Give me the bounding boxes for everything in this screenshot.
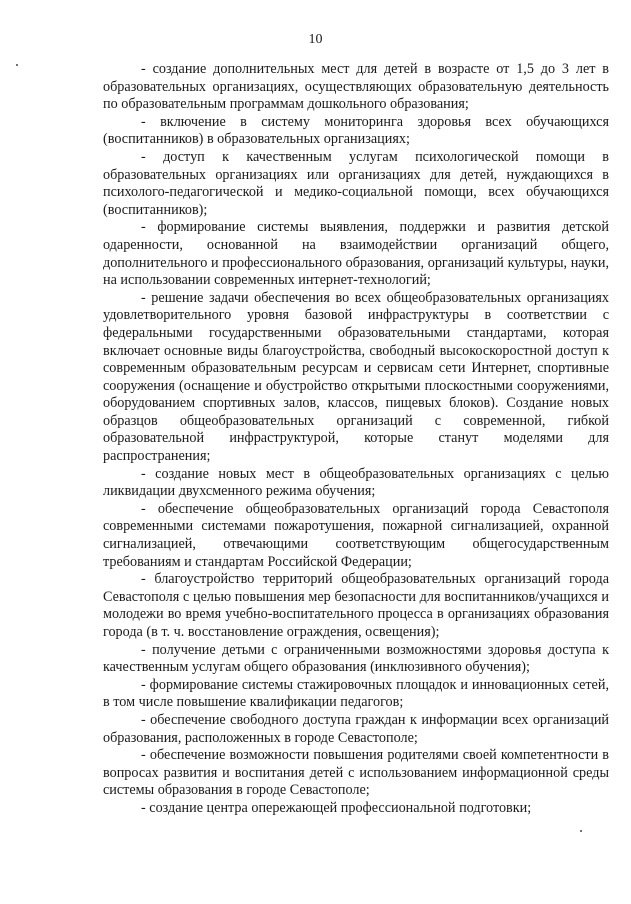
list-item: - формирование системы выявления, поддержки и развития детской одаренности, основанной на взаимодействии организаций общего, дополнительного и профессионального образования, организаций культуры, науки, на использовании современных интернет-технологий; [103, 219, 609, 289]
list-item: - обеспечение общеобразовательных организаций города Севастополя современными системами пожаротушения, пожарной сигнализацией, охранной сигнализацией, отвечающими соответствующим общегосударственным требованиям и стандартам Российской Федерации; [103, 500, 609, 570]
page-number: 10 [308, 32, 323, 47]
list-item: - создание новых мест в общеобразовательных организациях с целью ликвидации двухсменного режима обучения; [103, 465, 609, 500]
list-item: - доступ к качественным услугам психологической помощи в образовательных организациях или организациях для детей, нуждающихся в психолого-педагогической и медико-социальной помощи, всех обучающихся (воспитанников); [103, 148, 609, 218]
list-item: - включение в систему мониторинга здоровья всех обучающихся (воспитанников) в образовательных организациях; [103, 113, 609, 148]
list-item: - благоустройство территорий общеобразовательных организаций города Севастополя с целью повышения мер безопасности для воспитанников/учащихся и молодежи во время учебно-воспитательного процесса в организациях образования города (в т. ч. восстановление ограждения, освещения); [103, 571, 609, 640]
document-body [103, 61, 609, 818]
scan-speck [580, 830, 582, 832]
list-item: - создание дополнительных мест для детей в возрасте от 1,5 до 3 лет в образовательных организациях, осуществляющих образовательную деятельность по образовательным программам дошкольного образования; [103, 61, 609, 113]
scan-speck [16, 64, 18, 66]
list-item: - создание центра опережающей профессиональной подготовки; [141, 799, 532, 816]
list-item: - решение задачи обеспечения во всех общеобразовательных организациях удовлетворительного уровня базовой инфраструктуры в соответствии с федеральными государственными образовательными стандартами, которая включает основные виды благоустройства, свободный высокоскоростной доступ к современным образовательным ресурсам и сервисам сети Интернет, спортивные сооружения (оснащение и обустройство открытыми плоскостными сооружениями, оборудованием спортивных залов, классов, пищевых блоков). Создание новых образцов общеобразовательных организаций с современной, гибкой образовательной инфраструктурой, которые станут моделями для распространения; [103, 289, 609, 465]
list-item: - обеспечение возможности повышения родителями своей компетентности в вопросах развития и воспитания детей с использованием информационной среды системы образования в городе Севастополе; [103, 747, 609, 799]
list-item: - получение детьми с ограниченными возможностями здоровья доступа к качественным услугам общего образования (инклюзивного обучения); [103, 641, 609, 676]
list-item: - обеспечение свободного доступа граждан к информации всех организаций образования, расположенных в городе Севастополе; [103, 711, 609, 746]
list-item: - формирование системы стажировочных площадок и инновационных сетей, в том числе повышение квалификации педагогов; [103, 676, 609, 711]
